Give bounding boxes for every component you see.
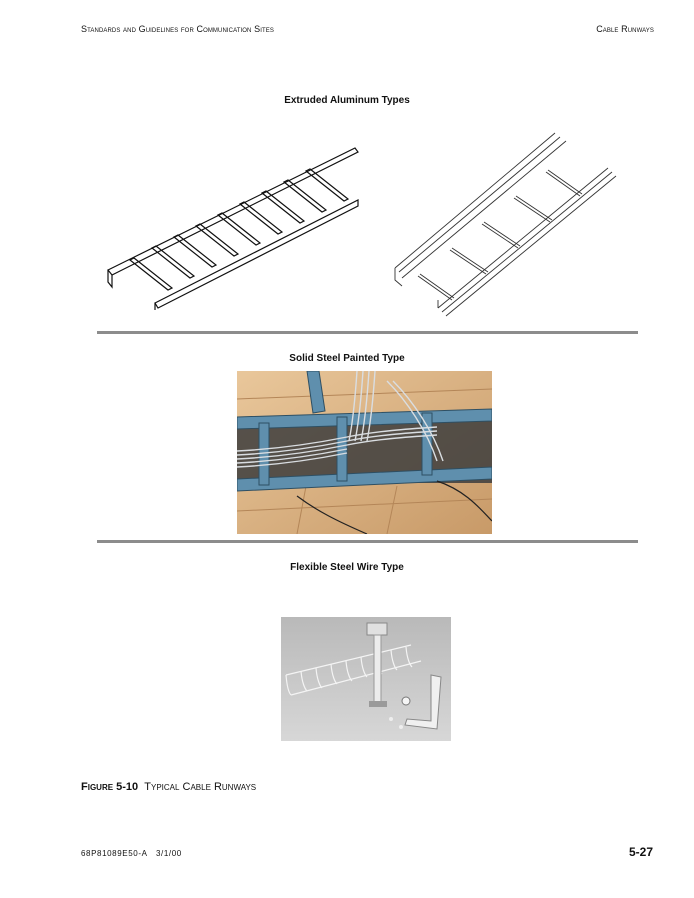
aluminum-ladder-right-illustration [390, 128, 620, 318]
aluminum-ladder-left-illustration [100, 140, 365, 310]
wire-tray-photo [281, 617, 451, 741]
footer-doc-info [81, 849, 182, 858]
section-divider-2 [97, 540, 638, 543]
section-divider [97, 331, 638, 334]
footer-date: 3/1/00 [155, 849, 182, 858]
footer-doc-id: 68P81089E50-A [81, 849, 148, 858]
steel-runway-photo [237, 371, 492, 534]
wire-section-title: Flexible Steel Wire Type [290, 562, 404, 573]
running-header-right: Cable Runways [596, 24, 654, 34]
figure-title: Typical Cable Runways [144, 781, 257, 793]
page-number: 5-27 [628, 845, 653, 859]
steel-section-title: Solid Steel Painted Type [289, 353, 405, 364]
figure-caption [81, 781, 256, 793]
running-header-left: Standards and Guidelines for Communication Sites [81, 24, 274, 34]
aluminum-section-title: Extruded Aluminum Types [284, 95, 410, 106]
figure-number: Figure 5-10 [81, 781, 139, 793]
